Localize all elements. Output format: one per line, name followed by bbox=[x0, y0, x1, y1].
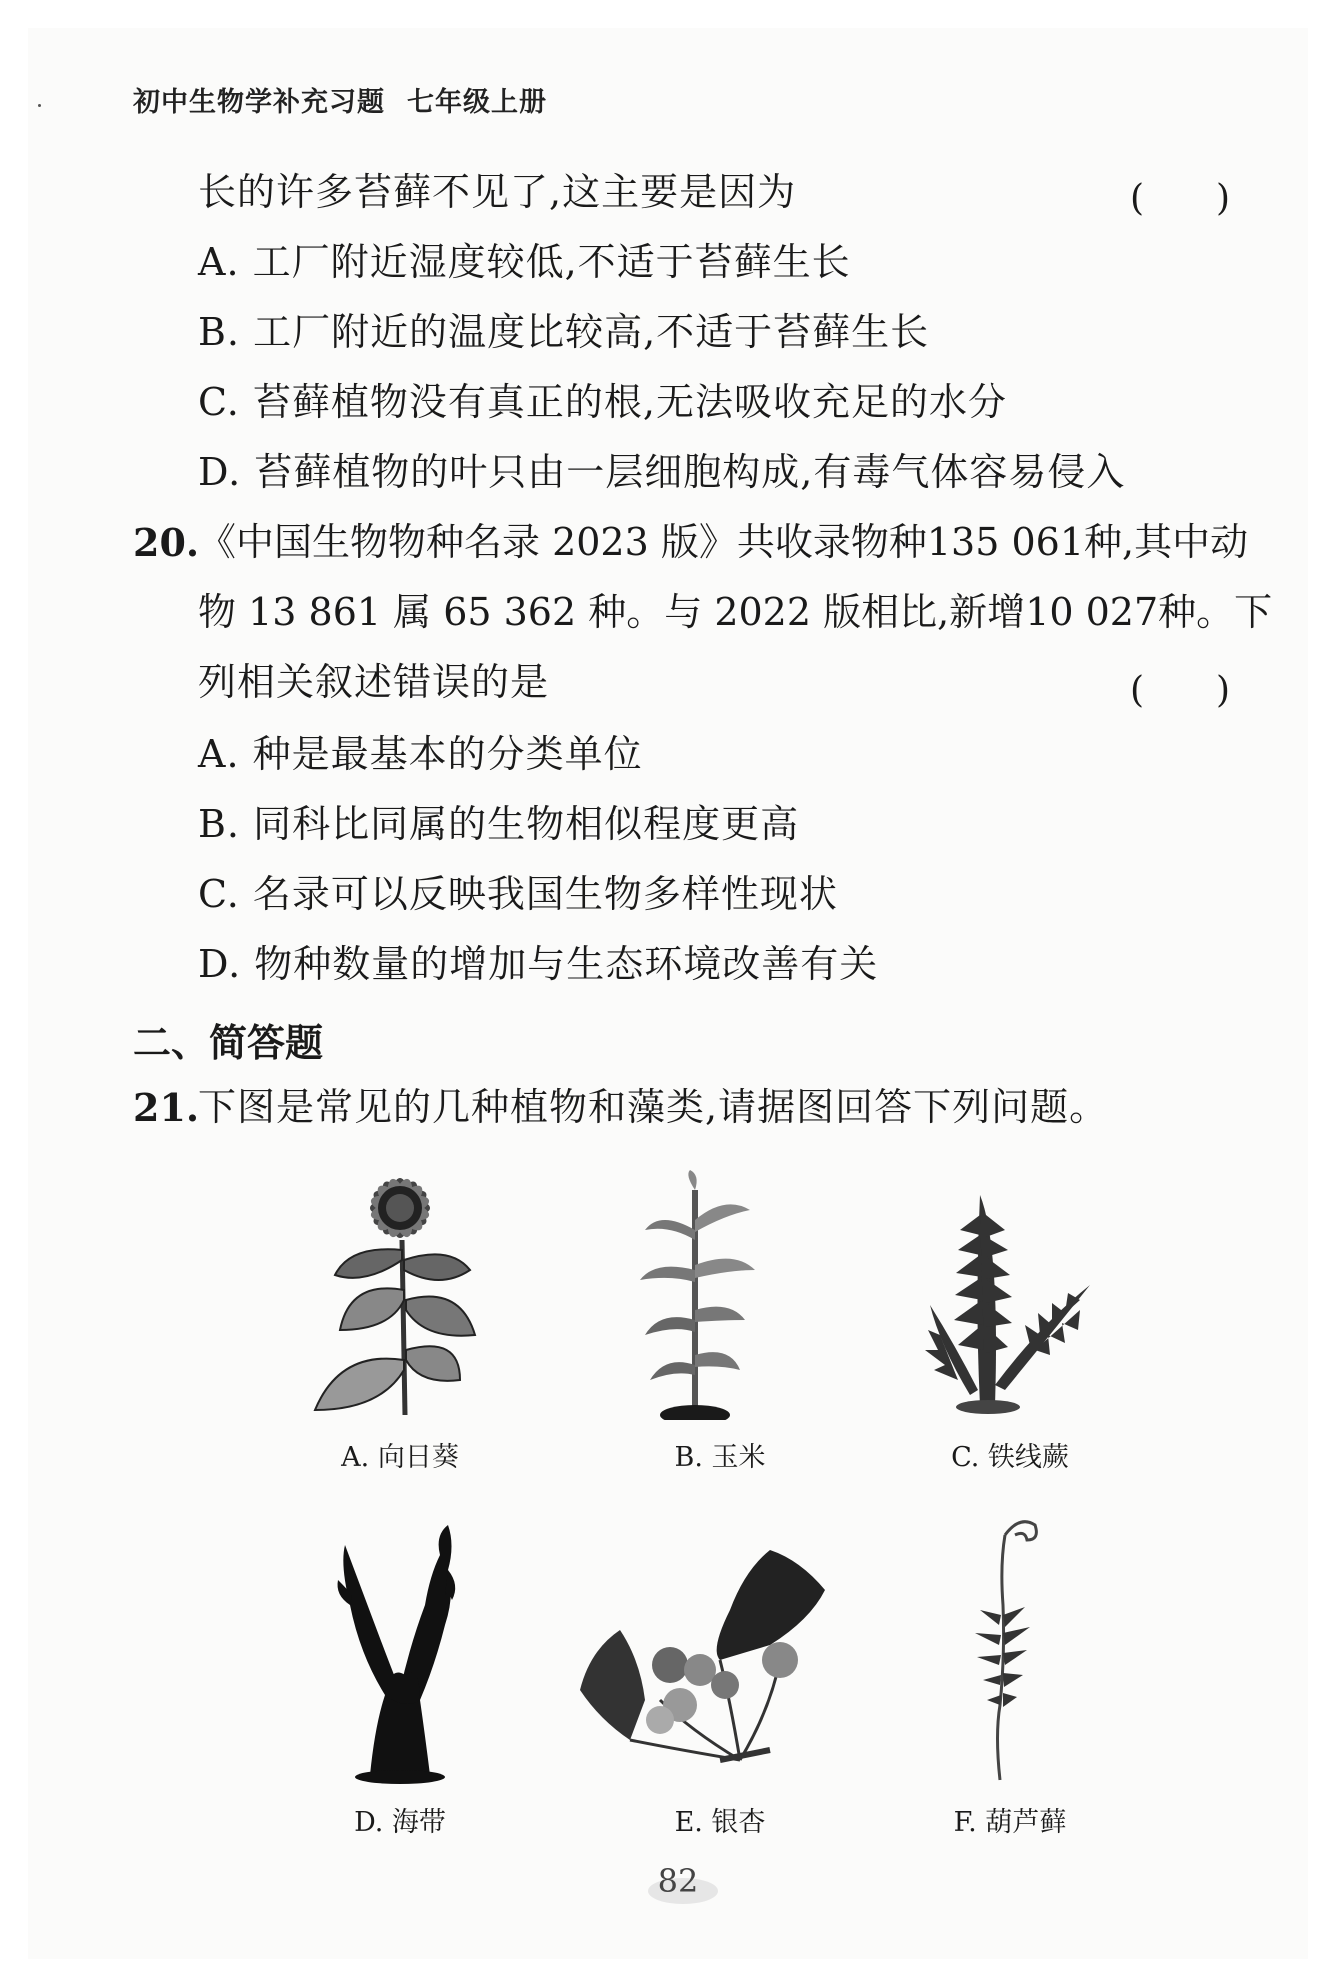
q20-answer-paren: ( ) bbox=[1130, 670, 1231, 711]
section-heading: 二、简答题 bbox=[133, 1021, 324, 1065]
q20-number: 20. bbox=[133, 520, 200, 565]
kelp-icon bbox=[330, 1525, 470, 1785]
q19-stem-tail: 长的许多苔藓不见了,这主要是因为 bbox=[198, 170, 797, 214]
ginkgo-icon bbox=[570, 1540, 830, 1770]
figure-label-f: F. 葫芦藓 bbox=[953, 1807, 1067, 1838]
figure-label-c: C. 铁线蕨 bbox=[951, 1442, 1069, 1473]
book-title: 初中生物学补充习题 bbox=[133, 87, 385, 118]
q20-option-c: C. 名录可以反映我国生物多样性现状 bbox=[198, 872, 838, 916]
figure-label-b: B. 玉米 bbox=[674, 1442, 766, 1473]
page-number: 82 bbox=[657, 1862, 699, 1900]
running-header bbox=[133, 80, 547, 119]
figure-label-d: D. 海带 bbox=[354, 1807, 446, 1838]
q20-option-d: D. 物种数量的增加与生态环境改善有关 bbox=[198, 942, 879, 986]
sunflower-icon bbox=[310, 1150, 490, 1420]
q19-answer-paren: ( ) bbox=[1130, 178, 1231, 219]
book-grade: 七年级上册 bbox=[407, 87, 547, 118]
q20-line-3: 列相关叙述错误的是 bbox=[198, 660, 550, 704]
q20-option-a: A. 种是最基本的分类单位 bbox=[198, 732, 643, 776]
q19-option-b: B. 工厂附近的温度比较高,不适于苔藓生长 bbox=[198, 310, 930, 354]
q21-stem: 下图是常见的几种植物和藻类,请据图回答下列问题。 bbox=[198, 1085, 1109, 1129]
figure-label-a: A. 向日葵 bbox=[341, 1442, 459, 1473]
fern-icon bbox=[920, 1185, 1100, 1415]
moss-icon bbox=[955, 1515, 1055, 1785]
q19-option-d: D. 苔藓植物的叶只由一层细胞构成,有毒气体容易侵入 bbox=[198, 450, 1126, 494]
q20-option-b: B. 同科比同属的生物相似程度更高 bbox=[198, 802, 800, 846]
q20-line-2: 物 13 861 属 65 362 种。与 2022 版相比,新增10 027种。下 bbox=[198, 590, 1273, 634]
corn-icon bbox=[630, 1170, 760, 1420]
q19-option-a: A. 工厂附近湿度较低,不适于苔藓生长 bbox=[198, 240, 851, 284]
q20-line-1: 《中国生物物种名录 2023 版》共收录物种135 061种,其中动 bbox=[198, 520, 1249, 564]
q21-number: 21. bbox=[133, 1085, 200, 1130]
q19-option-c: C. 苔藓植物没有真正的根,无法吸收充足的水分 bbox=[198, 380, 1007, 424]
scan-speck bbox=[38, 104, 41, 107]
figure-label-e: E. 银杏 bbox=[674, 1807, 766, 1838]
